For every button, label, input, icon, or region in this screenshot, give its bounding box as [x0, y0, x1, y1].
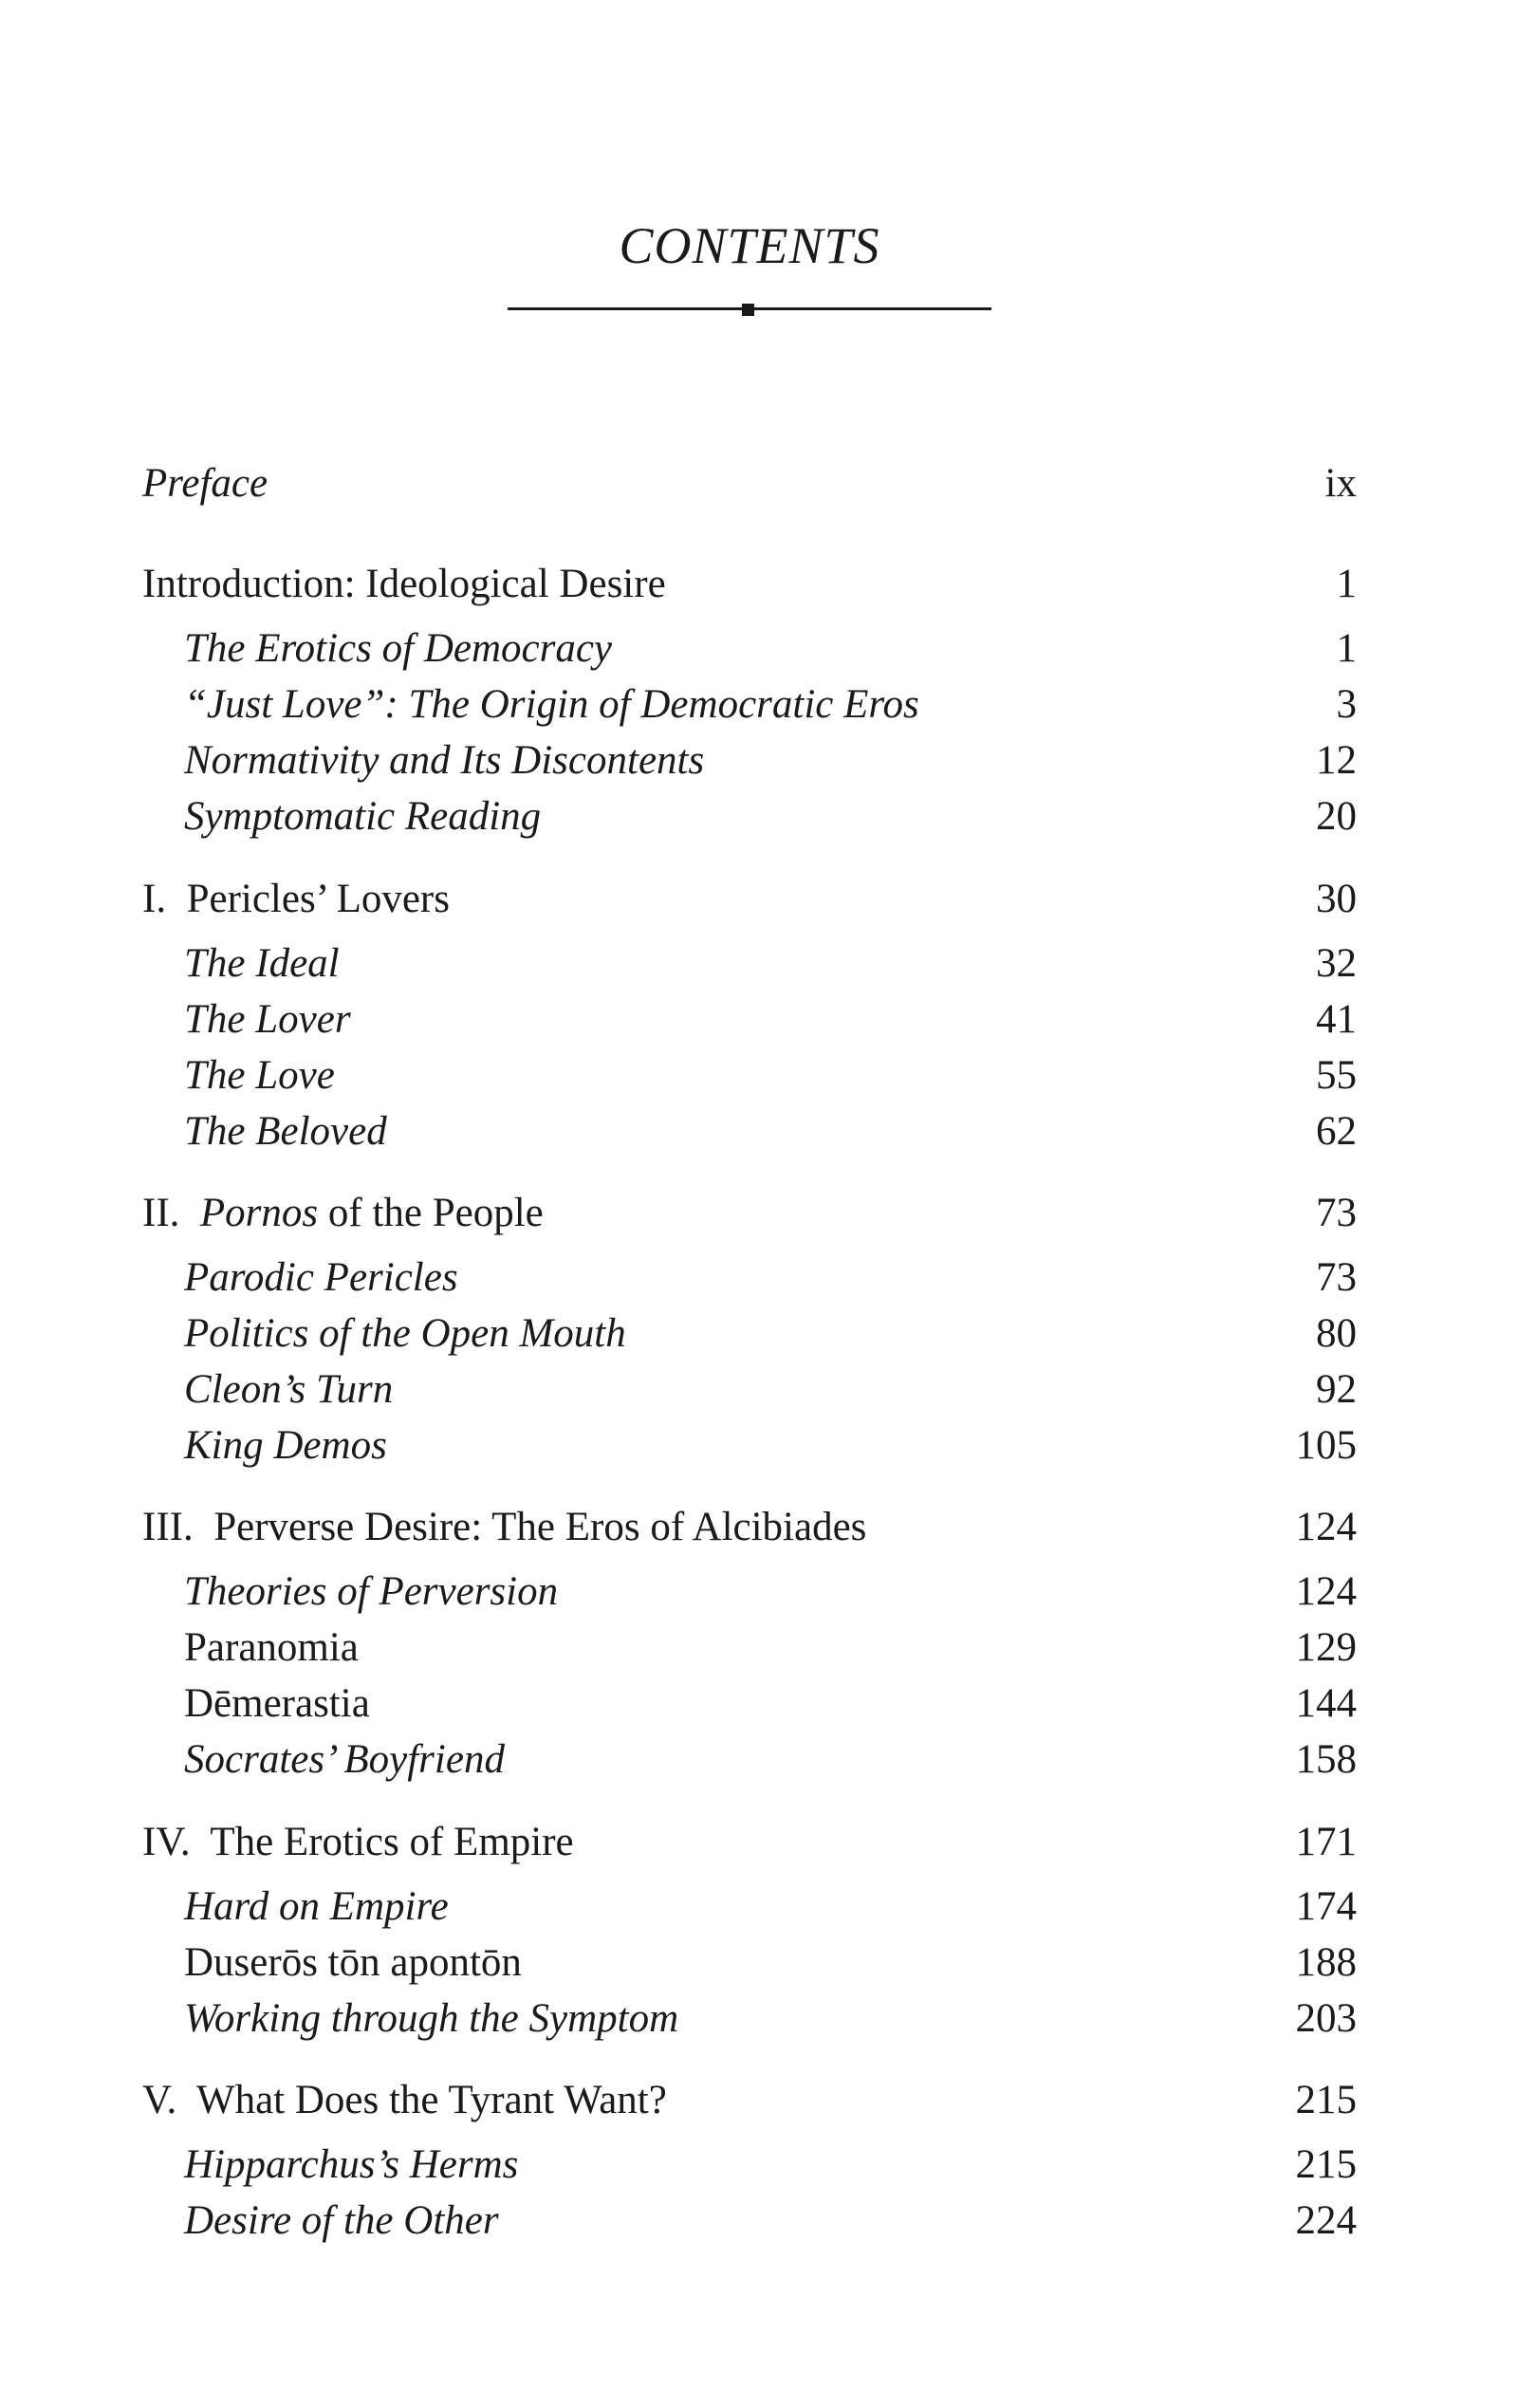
toc-chapter-number: I.: [142, 877, 167, 921]
toc-chapter-4[interactable]: [142, 1816, 1357, 1869]
toc-section[interactable]: [142, 1677, 1357, 1731]
toc-entry-page: 62: [1316, 1109, 1357, 1154]
toc-section[interactable]: [142, 2139, 1357, 2192]
toc-entry-page: 30: [1316, 877, 1357, 921]
toc-section[interactable]: [142, 734, 1357, 787]
toc-chapter-1[interactable]: [142, 873, 1357, 926]
toc-section[interactable]: [142, 790, 1357, 843]
toc-entry-page: 174: [1295, 1884, 1357, 1929]
toc-entry-label: Perverse Desire: The Eros of Alcibiades: [213, 1505, 867, 1549]
toc-entry-label: King Demos: [184, 1423, 387, 1468]
toc-section[interactable]: [142, 1307, 1357, 1361]
toc-section[interactable]: [142, 1251, 1357, 1305]
toc-section[interactable]: [142, 937, 1357, 991]
toc-section[interactable]: [142, 1419, 1357, 1473]
toc-entry-label: Working through the Symptom: [184, 1996, 679, 2041]
toc-section[interactable]: [142, 678, 1357, 732]
toc-entry-label: Normativity and Its Discontents: [184, 738, 705, 783]
toc-entry-label: The Ideal: [184, 941, 340, 986]
toc-entry-page: 203: [1295, 1996, 1357, 2041]
toc-section[interactable]: [142, 1565, 1357, 1619]
toc-chapter-number: V.: [142, 2078, 177, 2122]
toc-section[interactable]: [142, 1880, 1357, 1934]
toc-entry-label: Socrates’ Boyfriend: [184, 1737, 505, 1782]
toc-entry-label: Theories of Perversion: [184, 1569, 559, 1614]
toc-chapter-introduction[interactable]: [142, 558, 1357, 611]
toc-chapter-3[interactable]: [142, 1501, 1357, 1554]
toc-entry-label: Parodic Pericles: [184, 1255, 458, 1300]
toc-section[interactable]: [142, 1363, 1357, 1417]
toc-entry-page: 73: [1316, 1191, 1357, 1235]
toc-entry-label: Politics of the Open Mouth: [184, 1311, 626, 1356]
toc-entry-page: 80: [1316, 1311, 1357, 1356]
toc-entry-page: 224: [1295, 2198, 1357, 2243]
toc-entry-page: 171: [1295, 1820, 1357, 1864]
toc-section[interactable]: [142, 1733, 1357, 1787]
toc-chapter-5[interactable]: [142, 2074, 1357, 2127]
toc-entry-page: 215: [1295, 2078, 1357, 2122]
toc-entry-label: Symptomatic Reading: [184, 794, 542, 839]
toc-entry-page: 92: [1316, 1367, 1357, 1412]
toc-section[interactable]: [142, 2195, 1357, 2248]
toc-entry-label: Cleon’s Turn: [184, 1367, 394, 1412]
toc-entry-page: 12: [1316, 738, 1357, 783]
toc-entry-page: 32: [1316, 941, 1357, 986]
toc-section[interactable]: [142, 1621, 1357, 1675]
toc-section[interactable]: [142, 1049, 1357, 1102]
toc-entry-label: The Lover: [184, 997, 351, 1042]
toc-entry-label: The Beloved: [184, 1109, 387, 1154]
toc-chapter-number: II.: [142, 1191, 180, 1235]
toc-entry-page: 1: [1336, 562, 1357, 606]
toc-entry-page: 41: [1316, 997, 1357, 1042]
toc-entry-page: 124: [1295, 1505, 1357, 1549]
toc-entry-page: 129: [1295, 1625, 1357, 1670]
toc-entry-page: 1: [1336, 626, 1357, 671]
toc-entry-label: Duserōs tōn apontōn: [184, 1940, 522, 1985]
toc-entry-label: The Love: [184, 1053, 335, 1098]
toc-entry-page: 158: [1295, 1737, 1357, 1782]
toc-entry-page: 105: [1295, 1423, 1357, 1468]
toc-entry-page: 144: [1295, 1681, 1357, 1726]
toc-chapter-number: III.: [142, 1505, 194, 1549]
toc-entry-page: 73: [1316, 1255, 1357, 1300]
toc-entry-page: 20: [1316, 794, 1357, 839]
toc-entry-label: Preface: [142, 461, 268, 506]
toc-entry-label: Paranomia: [184, 1625, 359, 1670]
toc-entry-label: The Erotics of Empire: [210, 1820, 574, 1864]
toc-section[interactable]: [142, 993, 1357, 1047]
toc-entry-label: of the People: [318, 1191, 544, 1235]
toc-entry-page: 215: [1295, 2142, 1357, 2187]
toc-chapter-2[interactable]: [142, 1187, 1357, 1240]
toc-entry-page: 55: [1316, 1053, 1357, 1098]
toc-entry-label-italic: Pornos: [199, 1191, 319, 1235]
toc-entry-label: Introduction: Ideological Desire: [142, 562, 666, 606]
toc-entry-label: Desire of the Other: [184, 2198, 499, 2243]
toc-entry-page: 188: [1295, 1940, 1357, 1985]
toc-entry-label: Pericles’ Lovers: [186, 877, 450, 921]
toc-entry-label: What Does the Tyrant Want?: [196, 2078, 667, 2122]
toc-chapter-number: IV.: [142, 1820, 191, 1864]
toc-entry-label: The Erotics of Democracy: [184, 626, 612, 671]
toc-entry-label: Hipparchus’s Herms: [184, 2142, 519, 2187]
toc-section[interactable]: [142, 1105, 1357, 1158]
toc-entry-label: Dēmerastia: [184, 1681, 370, 1726]
toc-entry-label: Hard on Empire: [184, 1884, 449, 1929]
page-title: CONTENTS: [619, 217, 880, 274]
toc-entry-label: “Just Love”: The Origin of Democratic Eros: [184, 682, 919, 727]
toc-entry-page: ix: [1324, 461, 1357, 506]
toc-entry-page: 124: [1295, 1569, 1357, 1614]
toc-section[interactable]: [142, 1936, 1357, 1990]
toc-entry-preface[interactable]: [142, 457, 1357, 510]
toc-section[interactable]: [142, 622, 1357, 676]
toc-section[interactable]: [142, 1992, 1357, 2046]
toc-entry-page: 3: [1336, 682, 1357, 727]
